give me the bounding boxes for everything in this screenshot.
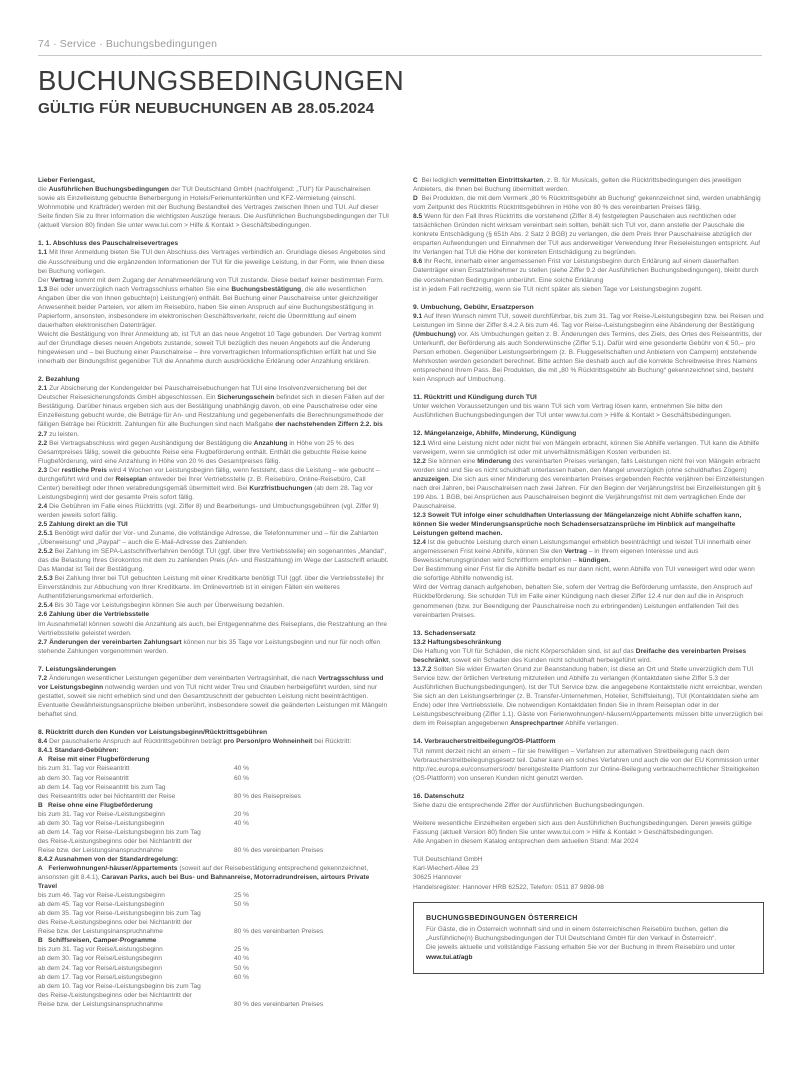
fee-row-value: 80 % des Reisepreises bbox=[234, 792, 301, 800]
clause-12-2: 12.2 Sie können eine Minderung des vereinbarten Preises verlangen, falls Leistungen nicht frei von Mängeln erbracht worden sind und Sie es nicht schuldhaft unterlassen haben, den Mangel unverzüglich (ohne schuldhaftes Zögern) anzuzeigen. Die sich aus einer Minderung des vereinbarten Preises ergebenden Rechte verjähren bei Einzelleistungen nach drei Jahren, bei Pauschalreisen nach zwei Jahren. Für den Beginn der Verjährungsfrist bei Einzelleistungen gilt § 199 Abs. 1 BGB, bei Ansprüchen aus Pauschalreisen beginnt die Verjährungsfrist mit dem vertraglichen Ende der Pauschalreise. bbox=[413, 457, 765, 511]
clause-13-7-2: 13.7.2 Sollten Sie wider Erwarten Grund zur Beanstandung haben, ist diese an Ort und Stelle unverzüglich dem TUI Service bzw. der örtlichen Vertretung mitzuteilen und Abhilfe zu verlangen (Kontaktdaten siehe Ziffer 5.3 der Ausführlichen Buchungsbedingungen). Ist der TUI Service bzw. die angegebene Kontaktstelle nicht erreichbar, wenden Sie sich an den Leistungserbringer (z. B. Transfer-Unternehmen, Hotelier, Schiffsleitung), TUI (Kontaktdaten siehe am Ende) oder Ihre Vertriebsstelle. Die notwendigen Kontaktdaten finden Sie in Ihrem Reiseplan oder in der Leistungsbeschreibung (Ziffer 1.1). Gäste von Ferienwohnungen/-häusern/Appartements müssen bitte unverzüglich bei dem im Reiseplan angegebenen Ansprechpartner Abhilfe verlangen. bbox=[413, 665, 763, 728]
fee-group-a-label: Reise mit einer Flugbeförderung bbox=[48, 756, 150, 764]
section-16-text: Siehe dazu die entsprechende Ziffer der Ausführlichen Buchungsbedingungen. bbox=[413, 801, 645, 809]
section-16-title: 16. Datenschutz bbox=[413, 792, 465, 800]
intro-paragraph: die Ausführlichen Buchungsbedingungen der TUI Deutschland GmbH (nachfolgend: „TUI“) für Pauschalreisen sowie als Einzelleistung gebuchte Beherbergung in Hotels/Ferienunterkünften und KFZ-Vermietung (einschl. Wohnmobile und Krafträder) werden mit der Buchung Bestandteil des Vertrages zwischen Ihnen und TUI. Auf dieser Seite finden Sie zu Ihrer Information die wichtigsten Auszüge hieraus. Die Ausführlichen Buchungsbedingungen der TUI (aktuell Version 80) finden Sie unter www.tui.com > Hilfe & Kontakt > Geschäftsbedingungen. bbox=[38, 186, 389, 230]
clause-2-7: 2.7 Änderungen der vereinbarten Zahlungsart können nur bis 35 Tage vor Leistungsbeginn und nur für noch offen stehende Zahlungen vorgenommen werden. bbox=[38, 638, 381, 655]
content-columns bbox=[38, 176, 764, 1009]
breadcrumb-item-buchungsbedingungen: Buchungsbedingungen bbox=[105, 38, 218, 50]
fee-row-value: 25 % bbox=[234, 946, 249, 954]
section-2-title: 2. Bezahlung bbox=[38, 376, 80, 384]
clause-2-4: 2.4 Die Gebühren im Falle eines Rücktritts (vgl. Ziffer 8) und Bearbeitungs- und Umbuchungsgebühren (vgl. Ziffer 9) werden jeweils sofort fällig. bbox=[38, 502, 379, 519]
clause-2-5-3: 2.5.3 Bei Zahlung Ihrer bei TUI gebuchten Leistung mit einer Kreditkarte benötigt TUI (ggf. über die Vertriebsstelle) Ihr Einverständnis zur Abbuchung von Ihrer Kreditkarte. Im Onlinevertrieb ist in einigen Fällen ein weiteres Authentifizierungsmerkmal erforderlich. bbox=[38, 575, 384, 601]
fee-group-d-label: Schiffsreisen, Camper-Programme bbox=[48, 937, 157, 945]
fee-row-value: 60 % bbox=[234, 973, 249, 981]
fee-row bbox=[38, 973, 389, 982]
fee-row-value: 50 % bbox=[234, 964, 249, 972]
fee-row-value: 20 % bbox=[234, 810, 249, 818]
fee-row-label: des Reiseantritts oder bei Nichtantritt der Reise bbox=[38, 792, 176, 800]
fee-row-label: bis zum 31. Tag vor Reiseantritt bbox=[38, 765, 130, 773]
breadcrumb-separator-2: · bbox=[99, 38, 103, 50]
fee-row-label: ab dem 30. Tag vor Reise-/Leistungsbeginn bbox=[38, 819, 165, 827]
fee-row bbox=[38, 846, 389, 855]
fee-group-d-heading bbox=[38, 936, 389, 945]
clause-8-4: 8.4 Der pauschalierte Anspruch auf Rücktrittsgebühren beträgt pro Person/pro Wohneinheit bei Rücktritt: bbox=[38, 738, 352, 746]
fee-row-label: Reise bzw. der Leistungsinanspruchnahme bbox=[38, 1000, 163, 1008]
clause-2-5-title: 2.5 Zahlung direkt an die TUI bbox=[38, 521, 128, 528]
fee-row-value bbox=[234, 828, 389, 837]
austria-box-title: BUCHUNGSBEDINGUNGEN ÖSTERREICH bbox=[426, 913, 578, 922]
clause-1-3b: Weicht die Bestätigung von Ihrer Anmeldung ab, ist TUI an das neue Angebot 10 Tage gebunden. Der Vertrag kommt auf der Grundlage dieses neuen Angebots zustande, soweit TUI bezüglich des neuen Angebots auf die Änderung hingewiesen und – bei Buchung einer Pauschalreise – ihre vorvertraglichen Informationspflichten erfüllt hat und Sie innerhalb der Bindungsfrist gegenüber TUI die Annahme durch ausdrückliche Erklärung oder Anzahlung erklären. bbox=[38, 330, 382, 366]
section-7-title: 7. Leistungsänderungen bbox=[38, 665, 117, 673]
clause-9-1: 9.1 Auf Ihren Wunsch nimmt TUI, soweit durchführbar, bis zum 31. Tag vor Reise-/Leistungsbeginn bzw. bei Reisen und Leistungen im Sinne der Ziffer 8.4.2 A bis zum 46. Tag vor Reise-/Leistungsbeginn eine Abänderung der Bestätigung (Umbuchung) vor. Als Umbuchungen gelten z. B. Änderungen des Termins, des Ziels, des Ortes des Reiseantritts, der Unterkunft, der Beförderung als auch Sonderwünsche (Ziffer 5.1). Dafür wird eine gesonderte Gebühr von € 50,– pro Person erhoben. Gegenüber Leistungserbringern (z. B. Fluggesellschaften und Anbietern von Campern) entstehende Mehrkosten werden gesondert berechnet. Bitte achten Sie deshalb auch auf die korrekte Schreibweise Ihres Namens entsprechend Ihrem Pass. Bei Produkten, die mit „80 % Rücktrittsgebühr ab Buchung“ gekennzeichnet sind, besteht kein Anspruch auf Umbuchung. bbox=[413, 312, 764, 384]
clause-13-2-title: 13.2 Haftungsbeschränkung bbox=[413, 638, 502, 646]
company-street: Karl-Wiechert-Allee 23 bbox=[413, 865, 479, 873]
clause-2-1: 2.1 Zur Absicherung der Kundengelder bei Pauschalreisebuchungen hat TUI eine Insolvenzversicherung bei der Deutscher Reisesicherungsfonds GmbH abgeschlossen. Ein Sicherungsschein befindet sich in diesen Fällen auf der Bestätigung. Darüber hinaus ergeben sich aus der Bestätigung unabhängig davon, ob eine Pauschalreise oder eine Einzelleistung gebucht wurde, die Beträge für An- und Restzahlung und gegebenenfalls die Berechnungsmethode der fälligen Beträge bei Rücktritt. Zahlungen für alle Buchungen sind nach Maßgabe der nachstehenden Ziffern 2.2. bis 2.7 zu leisten. bbox=[38, 385, 385, 438]
fee-row-label: Reise bzw. der Leistungsinanspruchnahme bbox=[38, 928, 163, 936]
page-header bbox=[0, 0, 800, 118]
section-12-title: 12. Mängelanzeige, Abhilfe, Minderung, Kündigung bbox=[413, 430, 577, 438]
section-11-text: Unter welchen Voraussetzungen und bis wann TUI sich vom Vertrag lösen kann, entnehmen Sie bitte den Ausführlichen Buchungsbedingungen der TUI unter www.tui.com > Hilfe & Kontakt > Geschäftsbedingungen. bbox=[413, 403, 732, 420]
fee-row-value: 80 % des vereinbarten Preises bbox=[234, 846, 324, 854]
clause-8-4-2-title: 8.4.2 Ausnahmen von der Standardregelung: bbox=[38, 855, 179, 863]
salutation: Lieber Feriengast, bbox=[38, 177, 95, 184]
fee-row bbox=[38, 810, 389, 819]
fee-row bbox=[38, 819, 389, 828]
fee-table-b bbox=[38, 810, 389, 855]
fee-group-a-heading bbox=[38, 755, 389, 764]
breadcrumb-separator-1: · bbox=[53, 38, 57, 50]
section-1-title: 1. 1. Abschluss des Pauschalreisevertrages bbox=[38, 240, 179, 248]
fee-row-value bbox=[234, 991, 389, 1000]
fee-row-label: ab dem 30. Tag vor Reise/Leistungsbeginn bbox=[38, 955, 162, 963]
fee-row bbox=[38, 982, 389, 991]
fee-row-value: 40 % bbox=[234, 765, 249, 773]
fee-row-value bbox=[234, 837, 389, 846]
right-column bbox=[413, 176, 764, 1009]
fee-row-value bbox=[234, 909, 389, 918]
fee-exception-d: D Bei Produkten, die mit dem Vermerk „80 % Rücktrittsgebühr ab Buchung“ gekennzeichnet sind, werden unabhängig vom Zeitpunkt des Rücktritts Rücktrittsgebühren in Höhe von 80 % des vereinbarten Preises fällig. bbox=[413, 195, 761, 212]
clause-2-5-1: 2.5.1 Benötigt wird dafür der Vor- und Zuname, die vollständige Adresse, die Telefonnummer und – für die Zahlarten „Überweisung“ und „Paypal“ – auch die E-Mail-Adresse des Zahlenden. bbox=[38, 530, 379, 547]
fee-row-label: ab dem 35. Tag vor Reise-/Leistungsbeginn bis zum Tag bbox=[38, 910, 201, 918]
fee-row-value: 40 % bbox=[234, 955, 249, 963]
fee-row-value bbox=[234, 783, 389, 792]
fee-row bbox=[38, 828, 389, 837]
clause-13-2: Die Haftung von TUI für Schäden, die nicht Körperschäden sind, ist auf das Dreifache des vereinbarten Preises beschränkt, soweit ein Schaden des Kunden nicht schuldhaft herbeigeführt wird. bbox=[413, 647, 747, 664]
fee-row bbox=[38, 991, 389, 1000]
clause-2-2: 2.2 Bei Vertragsabschluss wird gegen Aushändigung der Bestätigung die Anzahlung in Höhe von 25 % des Gesamtpreises fällig, soweit die gebuchte Reise eine Flugbeförderung enthält. Enthält die gebuchte Reise keine Flugbeförderung, wird eine Anzahlung in Höhe von 20 % des Gesamtpreises fällig. bbox=[38, 439, 367, 465]
fee-row-value bbox=[234, 982, 389, 991]
fee-row-label: ab dem 10. Tag vor Reise-/Leistungsbeginn bis zum Tag bbox=[38, 982, 201, 990]
fee-exception-c: C Bei lediglich vermittelten Eintrittskarten, z. B. für Musicals, gelten die Rücktrittsbedingungen des jeweiligen Anbieters, die Ihnen bei Buchung übermittelt werden. bbox=[413, 177, 742, 194]
clause-2-6-text: Im Ausnahmefall können sowohl die Anzahlung als auch, bei Entgegennahme des Reiseplans, die Restzahlung an Ihre Vertriebsstelle geleistet werden. bbox=[38, 620, 388, 637]
fee-row bbox=[38, 792, 389, 801]
fee-row bbox=[38, 927, 389, 936]
fee-row-value: 80 % des vereinbarten Preises bbox=[234, 1000, 324, 1008]
fee-row-label: ab dem 14. Tag vor Reiseantritt bis zum Tag bbox=[38, 783, 166, 791]
breadcrumb-page-number: 74 bbox=[38, 38, 51, 50]
fee-row-value bbox=[234, 918, 389, 927]
fee-group-b-letter: B bbox=[38, 801, 43, 809]
closing-note-2: Alle Angaben in diesem Katalog entsprechen dem aktuellen Stand: Mai 2024 bbox=[413, 838, 639, 846]
fee-table-a bbox=[38, 764, 389, 800]
section-14-title: 14. Verbraucherstreitbeilegung/OS-Plattform bbox=[413, 738, 556, 746]
fee-table-d bbox=[38, 945, 389, 1008]
fee-row bbox=[38, 900, 389, 909]
fee-row-label: bis zum 46. Tag vor Reise-/Leistungsbeginn bbox=[38, 892, 165, 900]
left-column bbox=[38, 176, 389, 1009]
fee-row bbox=[38, 783, 389, 792]
fee-row-value: 60 % bbox=[234, 774, 249, 782]
clause-1-1: 1.1 Mit Ihrer Anmeldung bieten Sie TUI den Abschluss des Vertrages verbindlich an. Grundlage dieses Angebotes sind die Ausschreibung und die ergänzenden Informationen der TUI für die jeweilige Leistung, in der Form, wie Ihnen diese bei Buchung vorliegen. bbox=[38, 249, 386, 275]
clause-12-4b: Der Bestimmung einer Frist für die Abhilfe bedarf es nur dann nicht, wenn Abhilfe von TUI verweigert wird oder wenn die sofortige Abhilfe notwendig ist. bbox=[413, 566, 755, 583]
fee-row-label: ab dem 30. Tag vor Reiseantritt bbox=[38, 774, 129, 782]
clause-7-2: 7.2 Änderungen wesentlicher Leistungen gegenüber dem vereinbarten Vertragsinhalt, die nach Vertragsschluss und vor Leistungsbeginn notwendig werden und von TUI nicht wider Treu und Glauben herbeigeführt wurden, sind nur gestattet, soweit sie nicht erheblich sind und den Gesamtzuschnitt der gebuchten Leistung nicht beeinträchtigen. Eventuelle Gewährleistungsansprüche bleiben unberührt, insbesondere soweit die geänderten Leistungen mit Mängeln behaftet sind. bbox=[38, 674, 388, 719]
fee-row bbox=[38, 918, 389, 927]
company-name: TUI Deutschland GmbH bbox=[413, 856, 483, 864]
clause-12-4c: Wird der Vertrag danach aufgehoben, behalten Sie, sofern der Vertrag die Beförderung umfasste, den Anspruch auf Rückbeförderung. Sie schulden TUI im Falle einer Kündigung nach dieser Ziffer 12.4 nur den auf die in Anspruch genommenen (bzw. zur Beendigung der Pauschalreise noch zu erbringenden) Leistungen entfallenden Teil des vereinbarten Preises. bbox=[413, 584, 753, 619]
fee-row-value: 50 % bbox=[234, 901, 249, 909]
closing-note-1: Weitere wesentliche Einzelheiten ergeben sich aus den Ausführlichen Buchungsbedingungen. Deren jeweils gültige Fassung (aktuell Version 80) finden Sie unter www.tui.com > Hilfe & Kontakt > Geschäftsbedingungen. bbox=[413, 819, 752, 836]
page-subtitle: GÜLTIG FÜR NEUBUCHUNGEN AB 28.05.2024 bbox=[38, 99, 375, 117]
fee-row-value: 80 % des vereinbarten Preises bbox=[234, 928, 324, 936]
fee-row bbox=[38, 954, 389, 963]
clause-2-5-4: 2.5.4 Bis 30 Tage vor Leistungsbeginn können Sie auch per Überweisung bezahlen. bbox=[38, 602, 285, 610]
fee-group-d-letter: B bbox=[38, 937, 43, 945]
fee-row-label: Reise bzw. der Leistungsinanspruchnahme bbox=[38, 846, 163, 854]
austria-conditions-box bbox=[413, 902, 764, 974]
clause-8-5: 8.5 Wenn für den Fall Ihres Rücktritts die vorstehend (Ziffer 8.4) festgelegten Pauschalen aus rechtlichen oder tatsächlichen Gründen nicht wirksam vereinbart sein sollten, behält sich TUI vor, dann anstelle der Pauschale die konkrete Entschädigung (§ 651h Abs. 2 Satz 2 BGB) zu verlangen, die dem Preis Ihrer Pauschalreise abzüglich der ersparten Aufwendungen und Einnahmen der TUI aus anderweitiger Verwendung Ihrer Reiseleistungen entspricht. Auf Ihr Verlangen hat TUI die Höhe der konkreten Entschädigung zu begründen. bbox=[413, 213, 761, 257]
fee-row bbox=[38, 964, 389, 973]
fee-row-label: ab dem 45. Tag vor Reise-/Leistungsbeginn bbox=[38, 901, 165, 909]
clause-2-6-title: 2.6 Zahlung über die Vertriebsstelle bbox=[38, 611, 150, 619]
fee-row bbox=[38, 1000, 389, 1009]
fee-row-value: 40 % bbox=[234, 819, 249, 827]
clause-2-3: 2.3 Der restliche Preis wird 4 Wochen vor Leistungsbeginn fällig, wenn feststeht, dass die Leistung – wie gebucht – durchgeführt wird und der Reiseplan entweder bei Ihrer Vertriebsstelle (z. B. Reisebüro, Online-Reisebüro, Call Center) bereitliegt oder Ihnen verabredungsgemäß übermittelt wird. Bei Kurzfristbuchungen (ab dem 28. Tag vor Leistungsbeginn) wird der gesamte Preis sofort fällig. bbox=[38, 466, 380, 501]
fee-row-label: ab dem 24. Tag vor Reise/Leistungsbeginn bbox=[38, 964, 162, 972]
fee-row-label: bis zum 31. Tag vor Reise/Leistungsbeginn bbox=[38, 946, 163, 954]
fee-row bbox=[38, 945, 389, 954]
fee-row bbox=[38, 909, 389, 918]
header-divider bbox=[38, 55, 762, 56]
fee-row-label: ab dem 17. Tag vor Reise/Leistungsbeginn bbox=[38, 973, 162, 981]
section-11-title: 11. Rücktritt und Kündigung durch TUI bbox=[413, 394, 537, 402]
breadcrumb bbox=[38, 38, 762, 55]
clause-1-3: 1.3 Bei oder unverzüglich nach Vertragsschluss erhalten Sie eine Buchungsbestätigung, die alle wesentlichen Angaben über die von Ihnen gebuchte(n) Leistung(en) enthält. Bei Buchung einer Pauschalreise unter gleichzeitiger Anwesenheit beider Parteien, vor allem im Reisebüro, haben Sie einen Anspruch auf eine Buchungsbestätigung in Papierform, ansonsten, insbesondere im elektronischen Geschäftsverkehr, reicht die Übermittlung auf einem dauerhaften elektronischen Datenträger. bbox=[38, 285, 379, 329]
clause-12-3: 12.3 Soweit TUI infolge einer schuldhaften Unterlassung der Mängelanzeige nicht Abhilfe schaffen kann, können Sie weder Minderungsansprüche noch Schadensersatzansprüche im Hinblick auf mangelhafte Leistungen geltend machen. bbox=[413, 512, 742, 538]
fee-row-label: des Reise-/Leistungsbeginns oder bei Nichtantritt der bbox=[38, 919, 192, 927]
section-8-title: 8. Rücktritt durch den Kunden vor Leistungsbeginn/Rücktrittsgebühren bbox=[38, 729, 268, 737]
fee-table-c bbox=[38, 891, 389, 936]
fee-row-label: ab dem 14. Tag vor Reise-/Leistungsbeginn bis zum Tag bbox=[38, 828, 201, 836]
fee-row-label: des Reise-/Leistungsbeginns oder bei Nichtantritt der bbox=[38, 837, 192, 845]
fee-row-label: bis zum 31. Tag vor Reise-/Leistungsbeginn bbox=[38, 810, 165, 818]
fee-group-b-heading bbox=[38, 801, 389, 810]
austria-box-text-1: Für Gäste, die in Österreich wohnhaft sind und in einem österreichischen Reisebüro buchen, gelten die „Ausführliche(n) Buchungsbedingungen der TUI Deutschland GmbH für den Verkauf in Österreich“. bbox=[426, 925, 729, 943]
section-13-title: 13. Schadensersatz bbox=[413, 629, 476, 637]
clause-1-1b: Der Vertrag kommt mit dem Zugang der Annahmeerklärung von TUI zustande. Diese bedarf keiner bestimmten Form. bbox=[38, 276, 384, 284]
clause-8-6: 8.6 Ihr Recht, innerhalb einer angemessenen Frist vor Leistungsbeginn durch Erklärung auf einem dauerhaften Datenträger einen Ersatzteilnehmer zu stellen (siehe Ziffer 9.2 der Ausführlichen Buchungsbedingungen), bleibt durch die vorstehenden Bedingungen unberührt. Eine solche Erklärung ist in jedem Fall rechtzeitig, wenn sie TUI nicht später als sieben Tage vor Leistungsbeginn zugeht. bbox=[413, 258, 759, 293]
breadcrumb-item-service: Service bbox=[59, 38, 97, 50]
section-9-title: 9. Umbuchung, Gebühr, Ersatzperson bbox=[413, 303, 534, 311]
austria-box-text-2: Die jeweils aktuelle und vollständige Fassung erhalten Sie vor der Buchung in Ihrem Reisebüro und unter www.tui.at/agb bbox=[426, 944, 736, 961]
fee-group-a-letter: A bbox=[38, 756, 43, 764]
clause-12-1: 12.1 Wird eine Leistung nicht oder nicht frei von Mängeln erbracht, können Sie Abhilfe verlangen. TUI kann die Abhilfe verweigern, wenn sie unmöglich ist oder mit unverhältnismäßigen Kosten verbunden ist. bbox=[413, 439, 760, 456]
company-city: 30625 Hannover bbox=[413, 874, 462, 882]
section-14-text: TUI nimmt derzeit nicht an einem – für sie freiwilligen – Verfahren zur alternativen Streitbeilegung nach dem Verbraucherstreitbeilegungsgesetz teil. Daher kann ein solches Verfahren und auch die von der EU Kommission unter http://ec.europa.eu/consumers/odr/ bereitgestellte Plattform zur Online-Beilegung verbraucherrechtlicher Streitigkeiten (OS-Plattform) von unseren Kunden nicht genutzt werden. bbox=[413, 747, 760, 782]
company-register: Handelsregister: Hannover HRB 62522, Telefon: 0511 87 9898-98 bbox=[413, 883, 604, 891]
clause-8-4-1-title: 8.4.1 Standard-Gebühren: bbox=[38, 747, 119, 755]
clause-12-4: 12.4 Ist die gebuchte Leistung durch einen Leistungsmangel erheblich beeinträchtigt und leistet TUI innerhalb einer angemessenen Frist keine Abhilfe, können Sie den Vertrag – in Ihrem eigenen Interesse und aus Beweissicherungsgründen wird Schriftform empfohlen – kündigen. bbox=[413, 539, 751, 565]
clause-2-5-2: 2.5.2 Bei Zahlung im SEPA-Lastschriftverfahren benötigt TUI (ggf. über Ihre Vertriebsstelle) ein sogenanntes „Mandat“, das die Belastung Ihres Girokontos mit dem zu zahlenden Preis (An- und Restzahlung) im Wege der Lastschrift erlaubt. Das Mandat ist Teil der Bestätigung. bbox=[38, 548, 389, 574]
fee-group-b-label: Reise ohne eine Flugbeförderung bbox=[48, 801, 153, 809]
fee-group-c-heading: A Ferienwohnungen/-häuser/Appartements (soweit auf der Reisebestätigung entsprechend gekennzeichnet, ansonsten gilt 8.4.1), Caravan Parks, auch bei Bus- und Bahnanreise, Motorradrundreisen, airtours Private Travel bbox=[38, 865, 370, 891]
fee-row-value: 25 % bbox=[234, 892, 249, 900]
fee-row bbox=[38, 891, 389, 900]
fee-row bbox=[38, 837, 389, 846]
page-title: BUCHUNGSBEDINGUNGEN bbox=[38, 65, 404, 96]
fee-row-label: des Reise-/Leistungsbeginns oder bei Nichtantritt der bbox=[38, 991, 192, 999]
fee-row bbox=[38, 774, 389, 783]
fee-row bbox=[38, 764, 389, 773]
